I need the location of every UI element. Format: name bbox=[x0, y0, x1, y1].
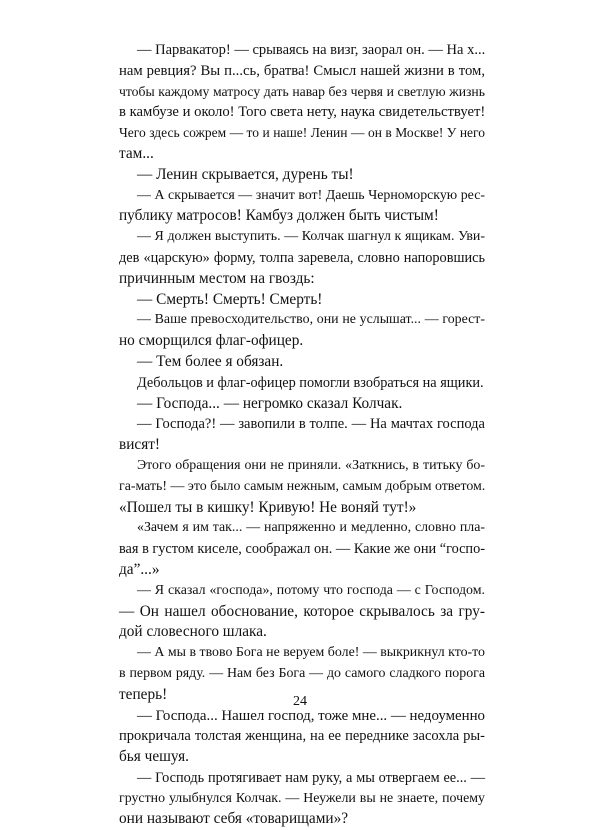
page-number: 24 bbox=[293, 694, 307, 709]
text-line: — Господь протягивает нам руку, а мы отвергаем ее... — bbox=[137, 769, 485, 786]
text-line: — Господа... Нашел господ, тоже мне... — недоуменно bbox=[137, 707, 485, 724]
text-line: «Зачем я им так... — напряженно и медленно, словно пла- bbox=[137, 520, 485, 536]
text-line: они называют себя «товарищами»? bbox=[119, 810, 349, 828]
text-line: Дебольцов и флаг-офицер помогли взобраться на ящики. bbox=[137, 374, 484, 391]
text-line: — А мы в твово Бога не веруем боле! — выкрикнул кто-то bbox=[137, 645, 485, 661]
text-line: — Я сказал «господа», потому что господа — с Господом. bbox=[137, 582, 485, 598]
text-line: в камбузе и около! Того света нету, наука свидетельствует! bbox=[119, 104, 486, 121]
text-line: дев «царскую» форму, толпа заревела, словно напоровшись bbox=[119, 249, 485, 266]
text-line: — Господа?! — завопили в толпе. — На мачтах господа bbox=[137, 416, 485, 433]
text-line: Этого обращения они не приняли. «Заткнись, в титьку бо- bbox=[137, 457, 485, 473]
text-line: но сморщился флаг-офицер. bbox=[119, 332, 304, 350]
text-line: дой словесного шлака. bbox=[119, 623, 267, 641]
text-line: — Ваше превосходительство, они не услышат... — горест- bbox=[137, 312, 485, 328]
text-line: — Господа... — негромко сказал Колчак. bbox=[137, 394, 403, 412]
text-line: Чего здесь сожрем — то и наше! Ленин — он в Москве! У него bbox=[119, 125, 485, 141]
text-line: грустно улыбнулся Колчак. — Неужели вы не знаете, почему bbox=[119, 790, 485, 806]
text-line: в первом ряду. — Нам без Бога — до самого сладкого порога bbox=[119, 665, 485, 681]
text-line: причинным местом на гвоздь: bbox=[119, 269, 315, 287]
text-line: — Смерть! Смерть! Смерть! bbox=[137, 290, 323, 308]
text-line: — Парвакатор! — срываясь на визг, заорал он. — На х... bbox=[137, 42, 486, 58]
text-line: прокричала толстая женщина, на ее переднике засохла ры- bbox=[119, 728, 485, 745]
text-line: — Ленин скрывается, дурень ты! bbox=[137, 165, 354, 183]
text-line: бья чешуя. bbox=[119, 748, 190, 766]
text-line: там... bbox=[119, 144, 154, 162]
text-line: теперь! bbox=[119, 685, 168, 703]
text-line: вая в густом киселе, соображал он. — Какие же они “госпо- bbox=[119, 541, 485, 558]
body-text bbox=[119, 40, 485, 830]
text-line: чтобы каждому матросу дать навар без червя и светлую жизнь bbox=[119, 83, 485, 99]
text-line: нам ревция? Вы п...сь, братва! Смысл нашей жизни в том, bbox=[119, 62, 485, 79]
text-line: публику матросов! Камбуз должен быть чистым! bbox=[119, 207, 439, 225]
text-line: га-мать! — это было самым нежным, самым добрым ответом. bbox=[119, 478, 486, 494]
text-line: да”...» bbox=[119, 560, 160, 578]
text-line: — Я должен выступить. — Колчак шагнул к ящикам. Уви- bbox=[137, 229, 485, 245]
text-line: «Пошел ты в кишку! Кривую! Не воняй тут!» bbox=[119, 498, 417, 516]
text-line: — Он нашел обоснование, которое скрывалось за гру- bbox=[119, 602, 485, 620]
text-line: висят! bbox=[119, 436, 161, 454]
text-line: — А скрывается — значит вот! Даешь Черноморскую рес- bbox=[137, 187, 485, 203]
text-line: — Тем более я обязан. bbox=[137, 352, 284, 370]
